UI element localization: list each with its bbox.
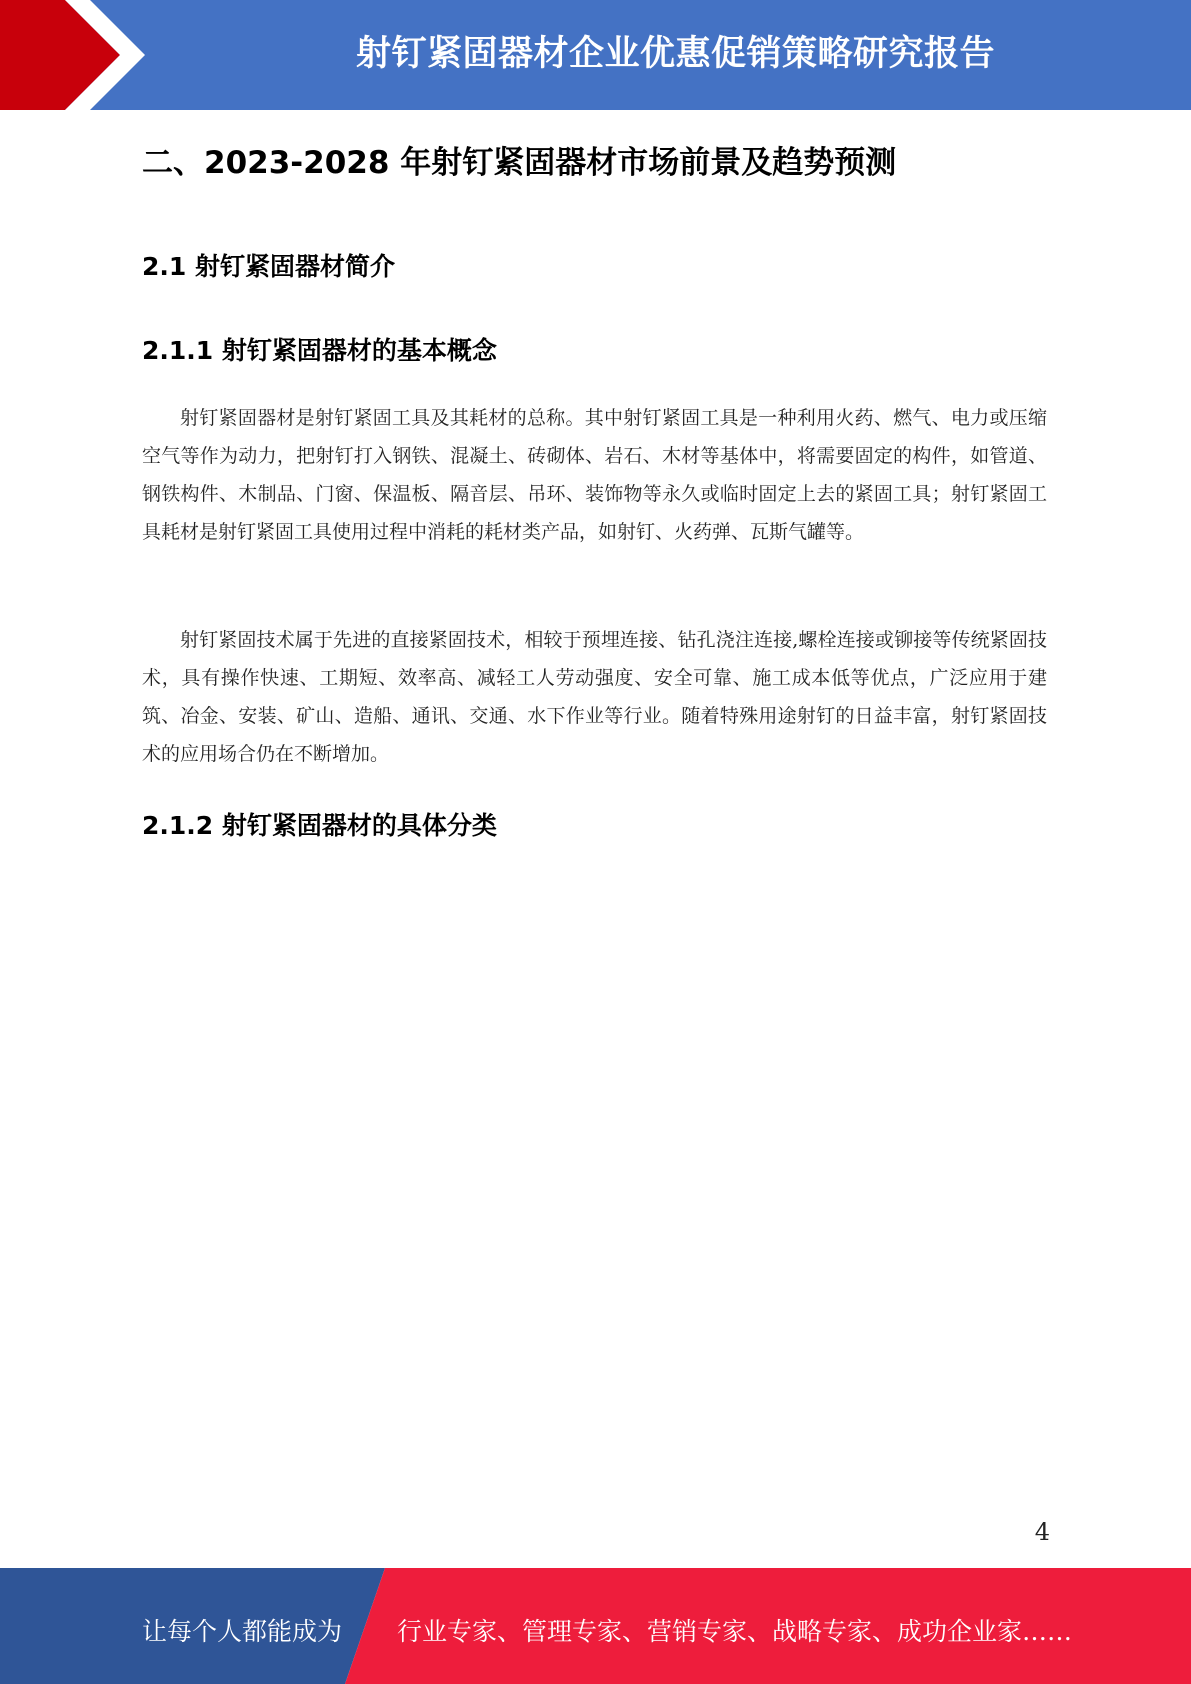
paragraph-basic-concept: 射钉紧固器材是射钉紧固工具及其耗材的总称。其中射钉紧固工具是一种利用火药、燃气、电力或压缩空气等作为动力，把射钉打入钢铁、混凝土、砖砌体、岩石、木材等基体中，将需要固定的构件，如管道、钢铁构件、木制品、门窗、保温板、隔音层、吊环、装饰物等永久或临时固定上去的紧固工具；射钉紧固工具耗材是射钉紧固工具使用过程中消耗的耗材类产品，如射钉、火药弹、瓦斯气罐等。 xyxy=(142,407,1047,543)
section-heading-2-1-1: 2.1.1 射钉紧固器材的基本概念 xyxy=(142,336,497,365)
page-number: 4 xyxy=(1034,1518,1050,1546)
footer-banner xyxy=(0,1568,1191,1684)
section-heading-2-1: 2.1 射钉紧固器材简介 xyxy=(142,252,395,281)
chapter-heading: 二、2023-2028 年射钉紧固器材市场前景及趋势预测 xyxy=(142,145,897,181)
footer-slogan-left: 让每个人都能成为 xyxy=(142,1617,343,1646)
section-heading-2-1-2: 2.1.2 射钉紧固器材的具体分类 xyxy=(142,811,497,840)
footer-slogan-right: 行业专家、管理专家、营销专家、战略专家、成功企业家…… xyxy=(397,1617,1073,1646)
paragraph-technology-advantages: 射钉紧固技术属于先进的直接紧固技术，相较于预埋连接、钻孔浇注连接,螺栓连接或铆接等传统紧固技术，具有操作快速、工期短、效率高、减轻工人劳动强度、安全可靠、施工成本低等优点，广泛应用于建筑、冶金、安装、矿山、造船、通讯、交通、水下作业等行业。随着特殊用途射钉的日益丰富，射钉紧固技术的应用场合仍在不断增加。 xyxy=(142,629,1047,765)
header-banner xyxy=(0,0,1191,110)
header-chevron-decoration xyxy=(0,0,160,110)
report-title: 射钉紧固器材企业优惠促销策略研究报告 xyxy=(355,34,995,74)
